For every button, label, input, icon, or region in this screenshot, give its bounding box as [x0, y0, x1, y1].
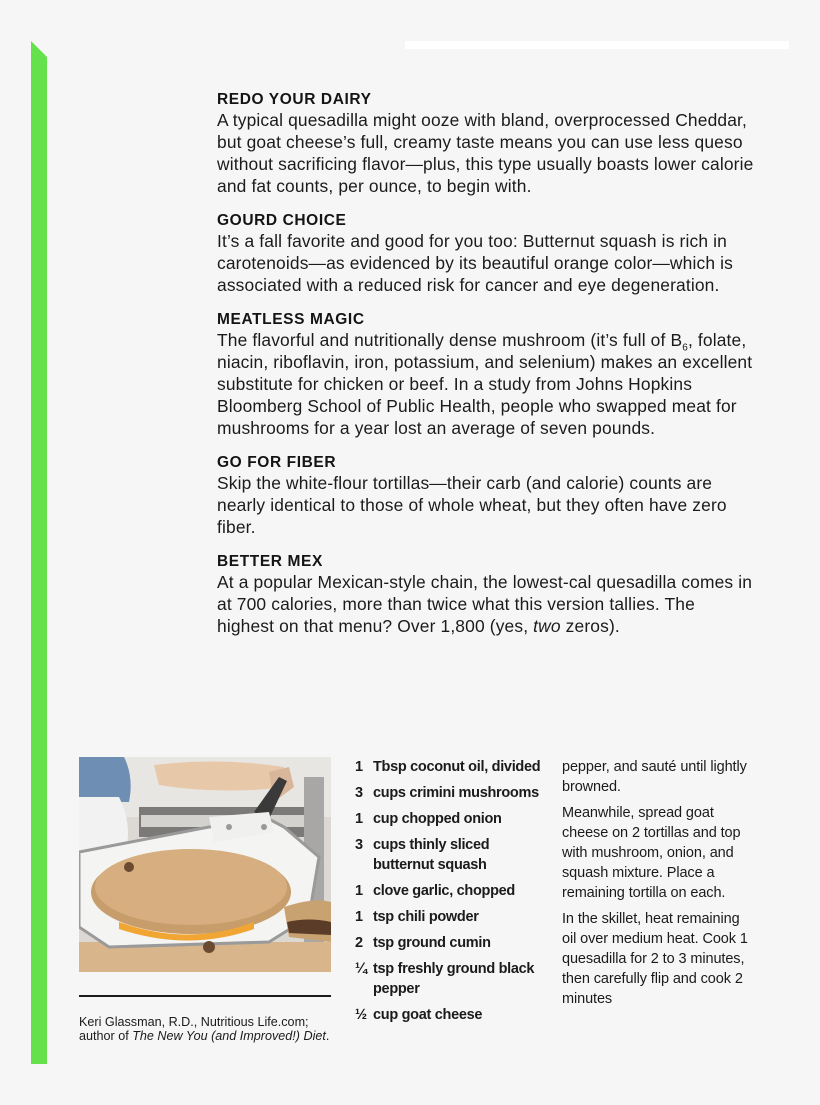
ingredient-item — [355, 881, 545, 901]
ingredient-qty: 2 — [355, 935, 363, 951]
body-text: The flavorful and nutritionally dense mushroom (it’s full of B — [217, 330, 683, 350]
ingredients-list — [355, 757, 545, 1031]
ingredient-name: Tbsp coconut oil, divided — [373, 759, 541, 775]
ingredient-qty: 3 — [355, 785, 363, 801]
section-heading: GOURD CHOICE — [217, 212, 347, 229]
credit-text: Keri Glassman, R.D., Nutritious Life.com; author of — [79, 1015, 309, 1043]
section-go-for-fiber — [217, 453, 757, 538]
ingredient-qty: 1 — [355, 759, 363, 775]
recipe-steps — [562, 757, 752, 1015]
credit-divider — [79, 995, 331, 997]
section-body: Skip the white-flour tortillas—their carb (and calorie) counts are nearly identical to those of whole wheat, but they often have zero fiber. — [217, 473, 727, 537]
emphasis: two — [533, 616, 561, 636]
ingredient-item — [355, 959, 545, 999]
section-meatless-magic — [217, 310, 757, 439]
book-title: The New You (and Improved!) Diet — [132, 1029, 326, 1043]
ingredient-name: cups crimini mushrooms — [373, 785, 539, 801]
ingredient-qty: 1 — [355, 909, 363, 925]
ingredient-name: cup goat cheese — [373, 1007, 483, 1023]
ingredient-qty: 1 — [355, 883, 363, 899]
section-heading: GO FOR FIBER — [217, 454, 337, 471]
quesadilla-photo — [79, 757, 331, 972]
ingredient-item — [355, 933, 545, 953]
recipe-step: Meanwhile, spread goat cheese on 2 tortillas and top with mushroom, onion, and squash mixture. Place a remaining tortilla on each. — [562, 805, 741, 901]
subscript: 6 — [682, 342, 688, 354]
ingredient-item — [355, 907, 545, 927]
ingredient-qty: 1 — [355, 811, 363, 827]
ingredient-qty: ½ — [355, 1007, 367, 1023]
ingredient-name: cups thinly sliced butternut squash — [373, 837, 490, 873]
body-text: zeros). — [560, 616, 620, 636]
recipe-step: pepper, and sauté until lightly browned. — [562, 759, 747, 795]
ingredient-item — [355, 835, 545, 875]
body-text: , folate, niacin, riboflavin, iron, potassium, and selenium) makes an excellent substitute for chicken or beef. In a study from Johns Hopkins Bloomberg School of Public Health, people who swapped meat for mushrooms for a year lost an average of seven pounds. — [217, 330, 753, 438]
ingredient-qty: 3 — [355, 837, 363, 853]
ingredient-name: clove garlic, chopped — [373, 883, 515, 899]
ingredient-item — [355, 783, 545, 803]
credit-text: . — [325, 1029, 330, 1043]
author-credit — [79, 1015, 339, 1043]
top-rule — [405, 41, 789, 49]
section-body: A typical quesadilla might ooze with bland, overprocessed Cheddar, but goat cheese’s full, creamy taste means you can use less queso without sacrificing flavor—plus, this type usually boasts lower calorie and fat counts, per ounce, to begin with. — [217, 110, 754, 196]
section-heading: MEATLESS MAGIC — [217, 311, 365, 328]
recipe-step: In the skillet, heat remaining oil over medium heat. Cook 1 quesadilla for 2 to 3 minutes, then carefully flip and cook 2 minutes — [562, 911, 748, 1007]
section-body: It’s a fall favorite and good for you too: Butternut squash is rich in carotenoids—as evidenced by its beautiful orange color—which is associated with a reduced risk for cancer and eye degeneration. — [217, 231, 733, 295]
ingredient-qty: ¼ — [355, 961, 367, 977]
section-body — [217, 571, 757, 637]
ingredient-item — [355, 1005, 545, 1025]
ingredient-item — [355, 809, 545, 829]
section-body — [217, 329, 757, 439]
section-heading: REDO YOUR DAIRY — [217, 91, 372, 108]
section-gourd-choice — [217, 211, 757, 296]
ingredient-name: tsp ground cumin — [373, 935, 491, 951]
ingredient-name: tsp chili powder — [373, 909, 479, 925]
section-redo-your-dairy — [217, 90, 757, 197]
section-heading: BETTER MEX — [217, 553, 323, 570]
body-text: At a popular Mexican-style chain, the lowest-cal quesadilla comes in at 700 calories, more than twice what this version tallies. The highest on that menu? Over 1,800 (yes, — [217, 572, 753, 636]
ingredient-item — [355, 757, 545, 777]
article-tips — [217, 90, 757, 651]
accent-bar — [31, 41, 47, 1064]
ingredient-name: cup chopped onion — [373, 811, 502, 827]
ingredient-name: tsp freshly ground black pepper — [373, 961, 535, 997]
section-better-mex — [217, 552, 757, 637]
